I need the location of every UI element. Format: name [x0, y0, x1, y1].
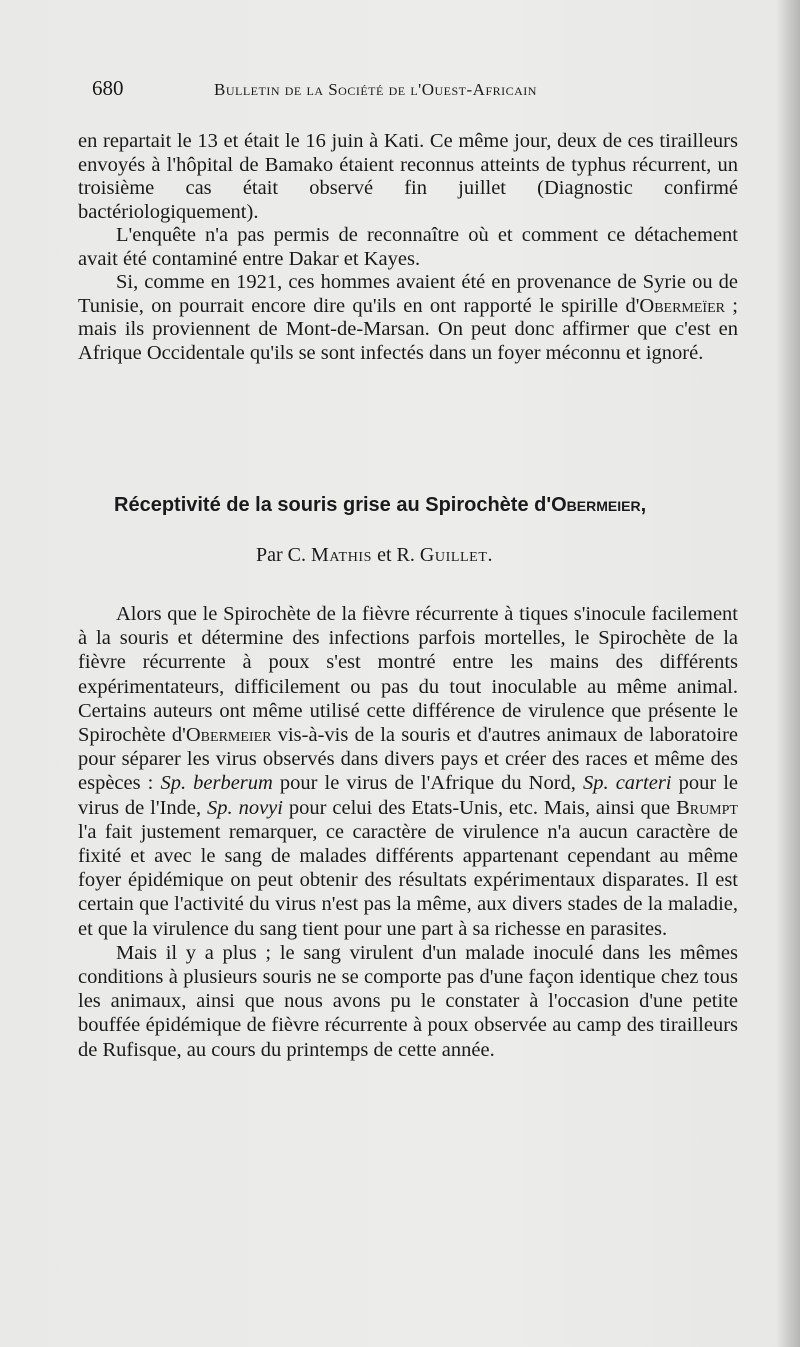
text-run: pour le virus de l'Afrique du Nord, — [272, 772, 583, 795]
species-name: Sp. carteri — [583, 772, 672, 795]
author-name: Obermeïer — [639, 294, 725, 317]
text-run: pour le virus de l'Inde, — [78, 772, 739, 819]
text-run: pour celui des Etats-Unis, etc. Mais, ainsi que — [282, 796, 677, 819]
previous-article-ending — [78, 130, 738, 365]
article-title — [114, 494, 734, 517]
title-name: Obermeier — [551, 494, 641, 516]
title-text: Réceptivité de la souris grise au Spirochète d' — [114, 494, 552, 516]
paragraph: Mais il y a plus ; le sang virulent d'un malade inoculé dans les mêmes conditions à plusieurs souris ne se comporte pas d'une façon identique chez tous les animaux, ainsi que nous avons pu le constater à l'occasion d'une petite bouffée épidémique de fièvre récurrente à poux observée au camp des tirailleurs de Rufisque, au cours du printemps de cette année. — [78, 941, 738, 1061]
article-body — [78, 602, 738, 1062]
species-name: Sp. novyi — [207, 796, 283, 819]
paragraph — [78, 602, 738, 941]
running-title: Bulletin de la Société de l'Ouest-Africain — [214, 80, 537, 99]
author-name: Obermeier — [185, 724, 272, 747]
text-run: l'a fait justement remarquer, ce caractère de virulence n'a aucun caractère de fixité et avec le sang de malades différents appartenant cependant au même foyer épidémique on peut obtenir des résultats expérimentaux disparates. Il est certain que l'activité du virus n'est pas la même, aux divers stades de la maladie, et que la virulence du sang tient pour une part à sa richesse en parasites. — [78, 820, 738, 940]
page-edge-shadow — [776, 0, 800, 1347]
page-number: 680 — [92, 76, 124, 100]
paragraph: en repartait le 13 et était le 16 juin à Kati. Ce même jour, deux de ces tirailleurs envoyés à l'hôpital de Bamako étaient reconnus atteints de typhus récurrent, un troisième cas était observé fin juillet (Diagnostic confirmé bactériologiquement). — [78, 130, 738, 223]
byline-prefix: Par C. — [256, 544, 311, 566]
author-name: Brumpt — [676, 796, 738, 819]
text-run: ; mais ils proviennent de Mont-de-Marsan. On peut donc affirmer que c'est en Afrique Occidentale qu'ils se sont infectés dans un foyer méconnu et ignoré. — [78, 294, 739, 364]
byline-end: . — [487, 544, 493, 566]
author-name: Guillet — [419, 544, 488, 566]
text-run: Alors que le Spirochète de la fièvre récurrente à tiques s'inocule facilement à la souris et détermine des infections parfois mortelles, le Spirochète de la fièvre récurrente à poux s'est montré entre les mains des différents expérimentateurs, difficilement ou pas du tout inoculable au même animal. Certains auteurs ont même utilisé cette différence de virulence que présente le Spirochète d' — [78, 603, 738, 747]
species-name: Sp. berberum — [160, 772, 273, 795]
byline — [256, 544, 492, 567]
text-run: Si, comme en 1921, ces hommes avaient été en provenance de Syrie ou de Tunisie, on pourrait encore dire qu'ils en ont rapporté le spirille d' — [78, 271, 738, 317]
author-name: Mathis — [311, 544, 373, 566]
text-run: vis-à-vis de la souris et d'autres animaux de laboratoire pour séparer les virus observés dans divers pays et créer des races et même des espèces : — [78, 724, 738, 795]
title-punct: , — [640, 494, 647, 516]
page-header — [92, 76, 632, 104]
paragraph: L'enquête n'a pas permis de reconnaître où et comment ce détachement avait été contaminé entre Dakar et Kayes. — [78, 224, 738, 270]
byline-mid: et R. — [372, 544, 420, 566]
paragraph — [78, 271, 738, 365]
